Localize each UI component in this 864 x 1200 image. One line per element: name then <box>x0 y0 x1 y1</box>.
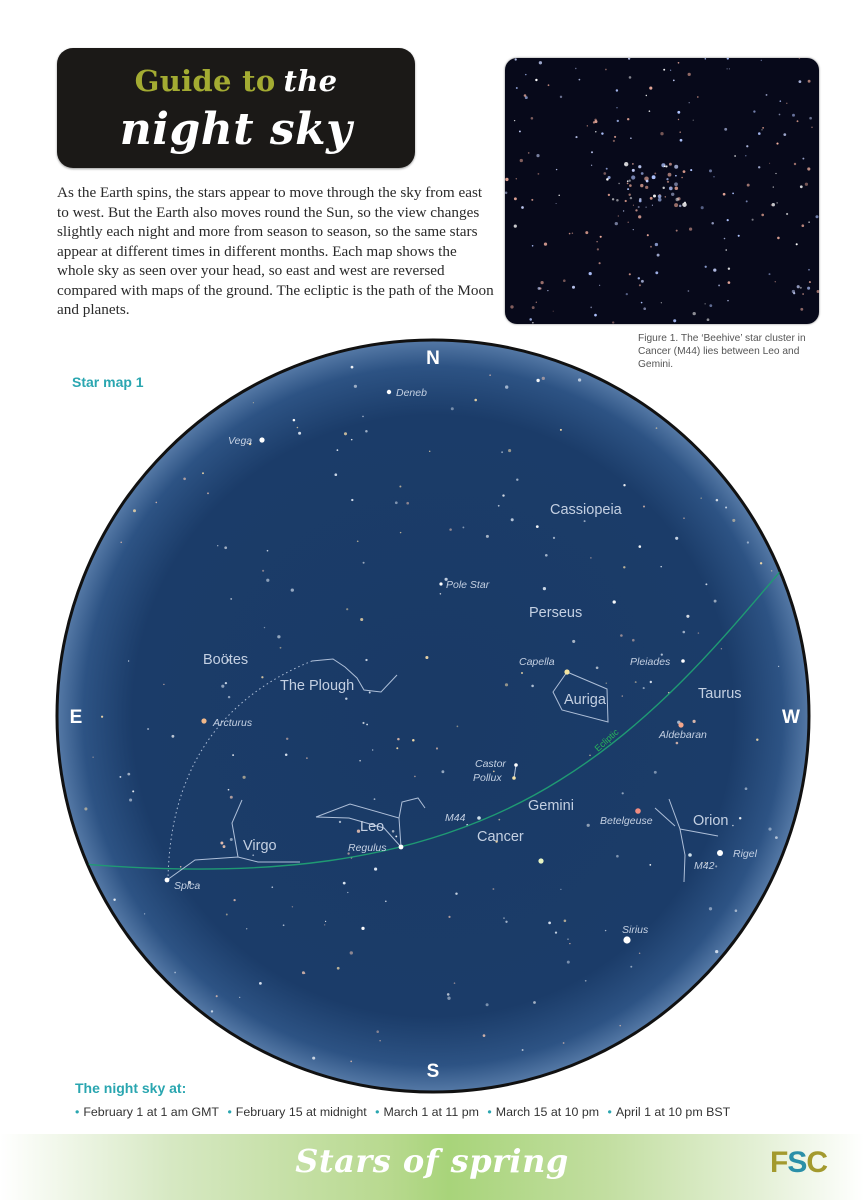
background-star <box>536 379 539 382</box>
background-star <box>362 722 364 724</box>
background-star <box>587 824 590 827</box>
background-star <box>84 807 87 810</box>
star-spica <box>165 878 170 883</box>
background-star <box>650 681 652 683</box>
background-star <box>489 374 491 376</box>
background-star <box>239 997 240 998</box>
compass-west: W <box>782 707 800 728</box>
star-aldebaran <box>678 722 683 727</box>
background-star <box>202 472 204 474</box>
background-star <box>216 995 218 997</box>
background-star <box>325 921 326 922</box>
label-pollux: Pollux <box>473 772 502 784</box>
label-leo: Leo <box>360 819 385 835</box>
background-star <box>486 535 489 538</box>
background-star <box>92 757 93 758</box>
background-star <box>351 499 353 501</box>
background-star <box>619 1025 621 1027</box>
background-star <box>747 541 749 543</box>
background-star <box>360 618 363 621</box>
background-star <box>533 1001 536 1004</box>
background-star <box>283 924 285 926</box>
background-star <box>225 682 227 684</box>
background-star <box>778 666 779 667</box>
background-star <box>291 588 294 591</box>
background-star <box>447 997 450 1000</box>
background-star <box>498 819 500 821</box>
background-star <box>337 967 340 970</box>
background-star <box>365 430 368 433</box>
background-star <box>675 537 678 540</box>
background-star <box>553 537 555 539</box>
background-star <box>536 525 539 528</box>
background-star <box>578 378 581 381</box>
title-the: the <box>283 64 338 98</box>
background-star <box>262 570 264 572</box>
label-the-plough: The Plough <box>280 678 355 694</box>
background-star <box>412 739 415 742</box>
background-star <box>630 966 632 968</box>
background-star <box>207 492 209 494</box>
background-star <box>363 562 365 564</box>
background-star <box>555 932 557 934</box>
background-star <box>596 666 599 669</box>
background-star <box>716 499 719 502</box>
background-star <box>605 930 606 931</box>
background-star <box>113 899 115 901</box>
background-star <box>425 656 428 659</box>
background-star <box>721 648 722 649</box>
background-star <box>119 776 121 778</box>
background-star <box>709 907 712 910</box>
background-star <box>347 892 348 893</box>
background-star <box>230 796 233 799</box>
background-star <box>474 399 477 402</box>
background-star <box>230 838 233 841</box>
background-star <box>144 913 145 914</box>
background-star <box>483 1034 486 1037</box>
background-star <box>101 716 103 718</box>
label-m44: M44 <box>445 812 466 824</box>
background-star <box>457 726 459 728</box>
background-star <box>220 842 223 845</box>
background-star <box>362 416 364 418</box>
background-star <box>293 419 296 422</box>
label-virgo: Virgo <box>243 838 277 854</box>
background-star <box>735 909 738 912</box>
background-star <box>334 473 337 476</box>
background-star <box>264 627 265 628</box>
background-star <box>128 660 129 661</box>
label-betelgeuse: Betelgeuse <box>600 815 653 827</box>
label-aldebaran: Aldebaran <box>659 729 707 741</box>
background-star <box>654 771 657 774</box>
background-star <box>147 728 149 730</box>
background-star <box>448 916 450 918</box>
star-pole-star <box>439 582 442 585</box>
star-betelgeuse <box>635 808 641 814</box>
background-star <box>285 754 288 757</box>
background-star <box>441 770 444 773</box>
label-castor: Castor <box>475 758 506 770</box>
background-star <box>211 1010 213 1012</box>
background-star <box>511 518 514 521</box>
background-star <box>715 865 717 867</box>
sky-disc <box>57 340 809 1092</box>
background-star <box>302 971 305 974</box>
background-star <box>567 961 570 964</box>
background-star <box>324 924 325 925</box>
background-star <box>351 439 353 441</box>
background-star <box>359 760 361 762</box>
star-castor <box>514 763 518 767</box>
background-star <box>564 920 567 923</box>
background-star <box>660 566 662 568</box>
background-star <box>350 1061 352 1063</box>
label-auriga: Auriga <box>564 692 606 708</box>
background-star <box>542 377 545 380</box>
background-star <box>376 1030 379 1033</box>
background-star <box>357 540 359 542</box>
label-pleiades: Pleiades <box>630 656 671 668</box>
background-star <box>560 889 561 890</box>
background-star <box>395 835 397 837</box>
background-star <box>705 583 707 585</box>
background-star <box>369 692 371 694</box>
background-star <box>232 754 234 756</box>
background-star <box>585 980 587 982</box>
background-star <box>339 821 341 823</box>
background-star <box>156 502 158 504</box>
background-star <box>243 776 246 779</box>
background-star <box>374 868 377 871</box>
background-star <box>392 830 395 833</box>
background-star <box>451 407 454 410</box>
background-star <box>771 570 772 571</box>
background-star <box>271 886 273 888</box>
background-star <box>221 685 224 688</box>
background-star <box>693 720 696 723</box>
label-taurus: Taurus <box>698 686 742 702</box>
background-star <box>622 695 623 696</box>
background-star <box>676 742 679 745</box>
label-capella: Capella <box>519 656 555 668</box>
background-star <box>361 927 364 930</box>
background-star <box>399 485 401 487</box>
background-star <box>622 792 624 794</box>
background-star <box>572 640 575 643</box>
background-star <box>298 432 301 435</box>
star-m44 <box>477 816 481 820</box>
star-rigel <box>717 850 723 856</box>
background-star <box>374 798 376 800</box>
background-star <box>505 683 508 686</box>
background-star <box>127 773 130 776</box>
background-star <box>589 755 590 756</box>
background-star <box>745 787 748 790</box>
background-star <box>590 557 591 558</box>
star-capella <box>564 669 569 674</box>
fsc-logo: FSC <box>770 1146 828 1179</box>
compass-south: S <box>426 1061 440 1082</box>
background-star <box>217 545 218 546</box>
background-star <box>180 866 182 868</box>
background-star <box>385 900 387 902</box>
background-star <box>286 738 288 740</box>
star-pollux <box>512 776 516 780</box>
background-star <box>406 502 409 505</box>
background-star <box>350 951 353 954</box>
background-star <box>563 1042 565 1044</box>
background-star <box>345 697 347 699</box>
background-star <box>775 836 778 839</box>
label-cassiopeia: Cassiopeia <box>550 502 622 518</box>
background-star <box>686 615 689 618</box>
time-item: • February 15 at midnight <box>227 1105 366 1119</box>
ecliptic-label: Ecliptic <box>592 726 621 754</box>
time-item: • February 1 at 1 am GMT <box>75 1105 219 1119</box>
intro-paragraph: As the Earth spins, the stars appear to move through the sky from east to west. But the Earth also moves round the Sun, so the view changes slightly each night and more from season to season, so the same stars appear at different times in different months. Each map shows the whole sky as seen over your head, so east and west are reversed compared with maps of the ground. The ecliptic is the path of the Moon and planets. <box>57 184 494 318</box>
background-star <box>447 993 450 996</box>
background-star <box>584 520 586 522</box>
background-star <box>400 532 401 533</box>
background-star <box>643 687 645 689</box>
background-star <box>397 738 400 741</box>
label-pole-star: Pole Star <box>446 579 490 591</box>
background-star <box>714 600 717 603</box>
label-m42: M42 <box>694 860 715 872</box>
background-star <box>498 505 500 507</box>
background-star <box>501 451 503 453</box>
background-star <box>343 882 346 885</box>
background-star <box>171 735 174 738</box>
background-star <box>228 696 230 698</box>
background-star <box>505 921 507 923</box>
title-guide-to: Guide to <box>134 64 276 98</box>
background-star <box>351 366 354 369</box>
label-perseus: Perseus <box>529 605 583 621</box>
background-star <box>698 632 699 633</box>
background-star <box>297 427 299 429</box>
background-star <box>120 542 122 544</box>
background-star <box>543 587 546 590</box>
background-star <box>414 776 416 778</box>
background-star <box>503 917 504 918</box>
label-deneb: Deneb <box>396 387 427 399</box>
background-star <box>129 798 132 801</box>
star-regulus <box>399 845 404 850</box>
background-star <box>502 494 504 496</box>
label-sirius: Sirius <box>622 924 649 936</box>
background-star <box>344 432 347 435</box>
background-star <box>455 892 457 894</box>
background-star <box>252 854 254 856</box>
background-star <box>560 429 562 431</box>
background-star <box>606 682 607 683</box>
background-star <box>635 681 637 683</box>
background-star <box>306 757 308 759</box>
background-star <box>429 451 430 452</box>
background-star <box>732 519 735 522</box>
star-m42 <box>688 853 692 857</box>
label-cancer: Cancer <box>477 829 524 845</box>
background-star <box>649 864 651 866</box>
background-star <box>632 639 635 642</box>
background-star <box>354 385 357 388</box>
background-star <box>337 449 339 451</box>
background-star <box>312 1057 315 1060</box>
label-orion: Orion <box>693 813 729 829</box>
background-star <box>174 972 176 974</box>
background-star <box>246 928 247 929</box>
background-star <box>346 608 348 610</box>
background-star <box>365 659 367 661</box>
background-star <box>700 497 702 499</box>
time-item: • March 15 at 10 pm <box>487 1105 599 1119</box>
star-sirius <box>623 936 630 943</box>
background-star <box>521 672 523 674</box>
background-star <box>372 749 373 750</box>
star-map-label: Star map 1 <box>72 374 144 390</box>
background-star <box>253 402 254 403</box>
background-star <box>620 634 623 637</box>
background-star <box>682 631 685 634</box>
background-star <box>462 526 464 528</box>
label-gemini: Gemini <box>528 798 574 814</box>
background-star <box>725 506 727 508</box>
background-star <box>732 825 734 827</box>
star-pleiades <box>681 659 685 663</box>
background-star <box>516 478 518 480</box>
background-star <box>226 914 228 916</box>
background-star <box>183 477 186 480</box>
background-star <box>623 566 625 568</box>
background-star <box>280 647 282 649</box>
background-star <box>522 1049 524 1051</box>
background-star <box>616 855 619 858</box>
compass-north: N <box>426 348 440 369</box>
background-star <box>267 550 269 552</box>
star-yellow <box>538 858 543 863</box>
background-star <box>739 817 741 819</box>
title-night-sky: night sky <box>119 104 353 155</box>
label-vega: Vega <box>228 435 253 447</box>
label-regulus: Regulus <box>348 842 387 854</box>
background-star <box>223 845 226 848</box>
background-star <box>768 828 771 831</box>
background-star <box>760 562 762 564</box>
background-star <box>396 747 398 749</box>
label-arcturus: Arcturus <box>213 717 253 729</box>
background-star <box>623 484 625 486</box>
background-star <box>715 950 718 953</box>
background-star <box>132 790 134 792</box>
background-star <box>228 789 230 791</box>
label-bootes: Boötes <box>203 652 249 668</box>
figure-caption: Figure 1. The ‘Beehive’ star cluster in Cancer (M44) lies between Leo and Gemini. <box>638 333 806 370</box>
time-item: • March 1 at 11 pm <box>375 1105 479 1119</box>
background-star <box>224 546 227 549</box>
background-star <box>639 952 641 954</box>
background-star <box>492 888 494 890</box>
label-spica: Spica <box>174 880 201 892</box>
star-arcturus <box>201 718 206 723</box>
background-star <box>277 635 280 638</box>
background-star <box>266 579 269 582</box>
background-star <box>531 685 534 688</box>
night-sky-times-list <box>75 1105 735 1119</box>
star-deneb <box>387 390 391 394</box>
footer-title: Stars of spring <box>295 1142 569 1180</box>
background-star <box>230 598 232 600</box>
background-star <box>639 545 642 548</box>
background-star <box>454 982 456 984</box>
background-star <box>683 518 684 519</box>
background-star <box>569 943 570 944</box>
background-star <box>379 1040 380 1041</box>
background-star <box>756 739 758 741</box>
background-star <box>548 922 551 925</box>
background-star <box>395 501 398 504</box>
background-star <box>656 427 658 429</box>
background-star <box>508 449 511 452</box>
time-item: • April 1 at 10 pm BST <box>608 1105 731 1119</box>
background-star <box>163 684 164 685</box>
background-star <box>133 509 136 512</box>
background-star <box>366 724 368 726</box>
label-rigel: Rigel <box>733 848 757 860</box>
background-star <box>545 554 548 557</box>
background-star <box>440 593 442 595</box>
star-vega <box>259 437 264 442</box>
background-star <box>233 899 235 901</box>
background-star <box>449 528 452 531</box>
background-star <box>436 747 438 749</box>
background-star <box>567 938 568 939</box>
compass-east: E <box>69 707 83 728</box>
background-star <box>486 1003 489 1006</box>
background-star <box>259 982 262 985</box>
background-star <box>505 385 508 388</box>
background-star <box>261 676 263 678</box>
background-star <box>292 906 293 907</box>
night-sky-times-title: The night sky at: <box>75 1080 187 1096</box>
footer-banner <box>0 1134 864 1200</box>
background-star <box>643 505 645 507</box>
background-star <box>613 600 616 603</box>
